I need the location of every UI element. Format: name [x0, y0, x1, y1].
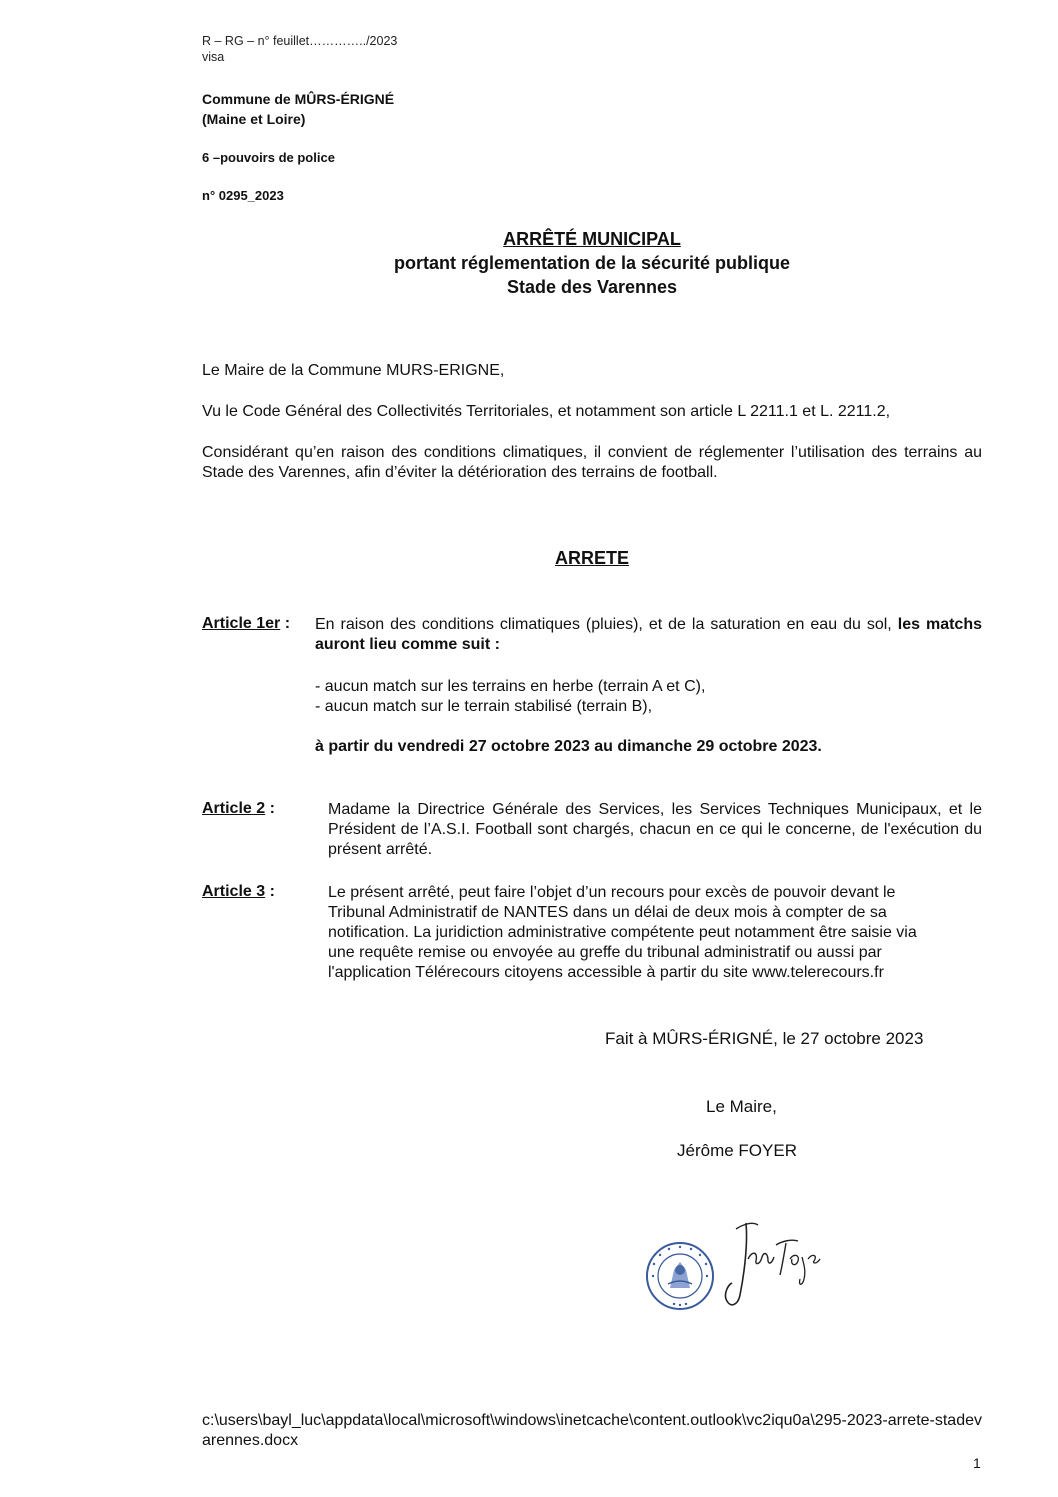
- title-location: Stade des Varennes: [506, 277, 678, 297]
- article-2-label-text: Article 2: [202, 800, 266, 817]
- handwritten-signature: [718, 1215, 828, 1315]
- list-item: - aucun match sur les terrains en herbe (terrain A et C),: [315, 678, 706, 695]
- article-2-label: [202, 800, 275, 818]
- preamble-considerant: Considérant qu’en raison des conditions climatiques, il convient de réglementer l’utilisation des terrains au Stade des Varennes, afin d’éviter la détérioration des terrains de football.: [202, 444, 982, 481]
- article-1-intro: [315, 615, 982, 655]
- arrete-heading: ARRETE: [554, 548, 629, 568]
- signatory-name: Jérôme FOYER: [677, 1141, 797, 1160]
- fait-a-line: Fait à MÛRS-ÉRIGNÉ, le 27 octobre 2023: [605, 1029, 924, 1048]
- article-2-text: Madame la Directrice Générale des Services, les Services Techniques Municipaux, et le Président de l’A.S.I. Football sont chargés, chacun en ce qui le concerne, de l'exécution du présent arrêté.: [328, 801, 982, 858]
- article-1-dates: à partir du vendredi 27 octobre 2023 au dimanche 29 octobre 2023.: [315, 738, 822, 755]
- preamble-maire: Le Maire de la Commune MURS-ERIGNE,: [202, 362, 505, 379]
- visa-label: visa: [202, 50, 225, 64]
- article-3-line: notification. La juridiction administrative compétente peut notamment être saisie via: [328, 924, 917, 941]
- article-1-list: [315, 677, 982, 717]
- article-1-label-text: Article 1er: [202, 615, 281, 632]
- signatory-title: Le Maire,: [706, 1097, 777, 1116]
- article-3-line: l'application Télérecours citoyens accessible à partir du site www.telerecours.fr: [328, 964, 884, 981]
- preamble-vu: Vu le Code Général des Collectivités Territoriales, et notamment son article L 2211.1 et L. 2211.2,: [202, 403, 891, 420]
- arrete-number: n° 0295_2023: [202, 188, 284, 203]
- page-number: 1: [973, 1455, 981, 1471]
- article-1-text: En raison des conditions climatiques (pluies), et de la saturation en eau du sol,: [315, 616, 898, 633]
- article-1-text-bold: les matchs auront lieu comme suit :: [315, 616, 982, 653]
- reference-block: [202, 33, 397, 65]
- reference-line: R – RG – n° feuillet…………../2023: [202, 34, 398, 48]
- commune-block: [202, 89, 394, 129]
- category-label: 6 –pouvoirs de police: [202, 150, 335, 165]
- article-3-label-text: Article 3: [202, 883, 266, 900]
- article-3-label-colon: :: [265, 883, 275, 900]
- article-3-line: Le présent arrêté, peut faire l’objet d’un recours pour excès de pouvoir devant le: [328, 884, 896, 901]
- commune-name: Commune de MÛRS-ÉRIGNÉ: [202, 91, 395, 107]
- article-3-line: Tribunal Administratif de NANTES dans un délai de deux mois à compter de sa: [328, 904, 887, 921]
- title-main: ARRÊTÉ MUNICIPAL: [503, 229, 681, 249]
- list-item: - aucun match sur le terrain stabilisé (terrain B),: [315, 698, 653, 715]
- article-3-line: une requête remise ou envoyée au greffe du tribunal administratif ou aussi par: [328, 944, 882, 961]
- file-path-footer: c:\users\bayl_luc\appdata\local\microsoft\windows\inetcache\content.outlook\vc2iqu0a\295-2023-arrete-stadevarennes.docx: [202, 1412, 982, 1449]
- title-subject: portant réglementation de la sécurité publique: [393, 253, 791, 273]
- article-1-label: [202, 615, 290, 633]
- document-title: [202, 227, 982, 299]
- commune-department: (Maine et Loire): [202, 111, 306, 127]
- article-1-label-colon: :: [280, 615, 291, 632]
- article-2-label-colon: :: [265, 800, 275, 817]
- municipal-stamp: [644, 1240, 716, 1312]
- article-3-text: [328, 883, 988, 983]
- article-3-label: [202, 883, 275, 901]
